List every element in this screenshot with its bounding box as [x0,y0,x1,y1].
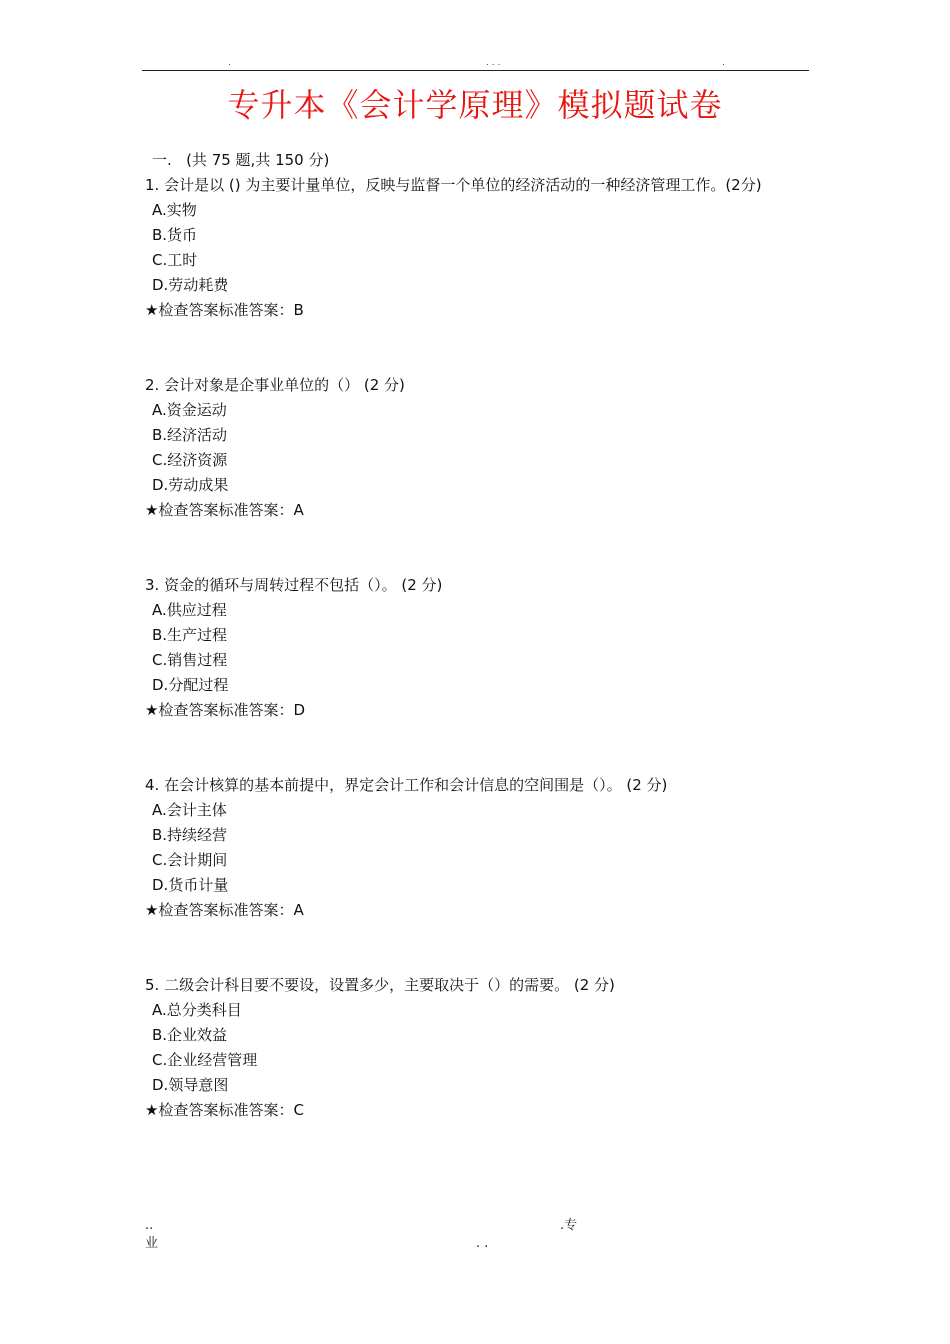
option-b: B.生产过程 [152,626,228,644]
header-dot-center: . . . [486,58,501,68]
option-d: D.货币计量 [152,876,229,894]
option-a: A.会计主体 [152,801,227,819]
question-text: 5. 二级会计科目要不要设，设置多少，主要取决于（）的需要。 (2 分) [145,976,615,994]
option-a: A.资金运动 [152,401,227,419]
option-d: D.领导意图 [152,1076,229,1094]
answer-line: ★检查答案标准答案：D [145,701,305,719]
option-b: B.企业效益 [152,1026,228,1044]
question-2 [145,373,815,523]
option-b: B.货币 [152,226,198,244]
option-c: C.会计期间 [152,851,228,869]
option-c: C.企业经营管理 [152,1051,258,1069]
option-b: B.经济活动 [152,426,228,444]
footer-left-bottom: 业 [145,1236,159,1251]
footer-center-bottom: . . [476,1236,489,1251]
footer-center-top: .专 [560,1218,578,1233]
header-dot-right: . [722,58,725,68]
option-d: D.劳动耗费 [152,276,229,294]
answer-line: ★检查答案标准答案：B [145,301,304,319]
option-a: A.总分类科目 [152,1001,242,1019]
question-1 [145,173,815,323]
option-a: A.实物 [152,201,197,219]
footer-left-top: .. [145,1218,154,1233]
question-text: 1. 会计是以 () 为主要计量单位，反映与监督一个单位的经济活动的一种经济管理工作。(2分) [145,176,762,194]
answer-line: ★检查答案标准答案：C [145,1101,304,1119]
header-dot-left: . [228,58,231,68]
option-c: C.经济资源 [152,451,228,469]
section-heading: 一. (共 75 题,共 150 分) [152,151,330,169]
header-rule [142,70,809,71]
question-text: 4. 在会计核算的基本前提中，界定会计工作和会计信息的空间围是（）。 (2 分) [145,776,668,794]
page-title: 专升本《会计学原理》模拟题试卷 [227,86,723,124]
option-d: D.劳动成果 [152,476,229,494]
answer-line: ★检查答案标准答案：A [145,901,304,919]
option-a: A.供应过程 [152,601,227,619]
question-3 [145,573,815,723]
question-4 [145,773,815,923]
option-c: C.工时 [152,251,198,269]
question-text: 2. 会计对象是企事业单位的（） (2 分) [145,376,405,394]
option-b: B.持续经营 [152,826,228,844]
option-d: D.分配过程 [152,676,229,694]
option-c: C.销售过程 [152,651,228,669]
document-body [145,148,815,1173]
answer-line: ★检查答案标准答案：A [145,501,304,519]
question-text: 3. 资金的循环与周转过程不包括（）。 (2 分) [145,576,443,594]
question-5 [145,973,815,1123]
